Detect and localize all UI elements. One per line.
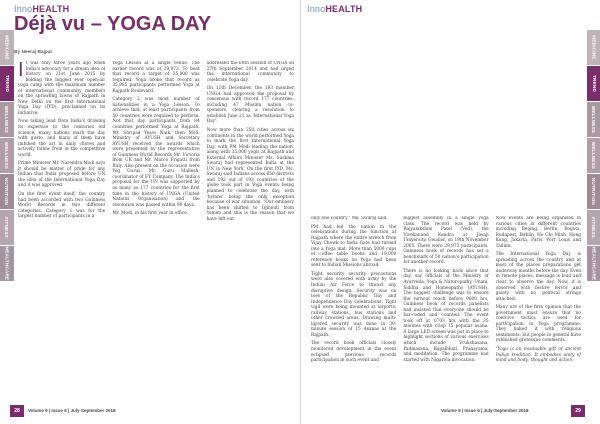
paragraph [496, 216, 581, 249]
paragraph-text: The International Yoga Day is spreading across the country and at most of the places preparations get underway months before the day. Even in remote places, message is loud and clear to observe the day. Now, it is observed with festive fervor and gaiety with no political strings attached. [495, 252, 581, 302]
section-tab-label: WELLNESS [591, 141, 597, 170]
paragraph [403, 216, 488, 266]
right-columns [311, 216, 581, 406]
paragraph [403, 269, 488, 363]
paragraph [207, 61, 294, 83]
section-tab-wellness [0, 138, 14, 173]
paragraph-text: biggest assembly in a single yoga class. The record was held by Rajyalakshmi Patel (Ved), the Vivekanand Kendra at Jiwaji University, Gwalior, on 19th November 2005. There were 29,973 participants. Guinness book of records has set a benchmark of 50 nation's participation for another record. [403, 216, 489, 266]
section-tab-label: MEDICINE [591, 35, 597, 60]
section-tab-label: NUTRITION [591, 177, 597, 206]
section-tab-wellness [587, 138, 600, 173]
brand-part1: Inno [14, 4, 33, 14]
section-tab-label: TREND [591, 75, 597, 92]
paragraph [112, 211, 199, 217]
paragraph [311, 216, 396, 222]
paragraph-text: The record book officials closely monitored development in the event eclipsed previous records participation in such event and [311, 341, 397, 364]
pull-quote: "Yoga is an invaluable gift of ancient Indian tradition. It embodies unity of mind and body; thought and action; [495, 347, 581, 364]
article-title: Déjà vu – YOGA DAY [14, 13, 212, 35]
article-byline: By Neeraj Bajpai [14, 50, 52, 55]
paragraph [18, 192, 105, 220]
paragraph-text: Now events are being organised in various cities in different countries including Beijing, Berlin, Bogota, Budapest, Dublin, Ho Chi Minh, Hong Kong, Jakarta, Paris, Port Louis and Tallinn. [495, 216, 581, 249]
section-tab-label: FITNESS [4, 216, 10, 239]
paragraph-text: Yoga Lesson at a single venue. The earlier record was of 29,973. To beat that record a target of 35,000 was required. Yoga broke that record as 35,985 participants performed Yoga at Rajpath Boulevard. [112, 61, 200, 94]
paragraph [207, 128, 294, 222]
left-column-2 [112, 61, 199, 401]
paragraph [18, 161, 105, 189]
paragraph-text: Now more than 250 cities across six continents in the world performed Yoga to mark the first International Yoga Day, with PM Modi leading the nation, along with 35,000 yogis at Rajpath and External Affairs Minister Ms. Sushma Swaraj had represented India at the UN in New York. On the first IYD, Ms. Swaraj said Indians across 650 districts and 192 out of 193 countries of the globe took part in Yoga events being planned to celebrate the day, with 'hymns' being the only exception because of war situation. "Our embassy has been shifted to Djibouti from Yemen and this is the reason that we have left out [206, 128, 294, 222]
paragraph-text: There is no looking back since that day, say officials of the Ministry of Ayurveda, Yoga & Naturopathy, Unani, Siddha and Homeopathy (AYUSH). The biggest challenge was to ensure the turnout reach before 0600 hrs, Guinness book of records panelists had insisted that everyone should be bar-coded and counted. The event took off at 0703 hrs with the 35 minutes with crisp 15 popular asana. A large LED screen was put in place to highlight sections of various exercises which include Vrukshasana, Padmasana, Kapalbhati, Pranayama, and meditation. The programme had started with Nigarola invocation. [403, 268, 489, 363]
paragraph [311, 341, 396, 363]
section-tab-medicine [587, 30, 600, 65]
paragraph-text: PM had led the nation in the celebrations during the function at Rajpath where the entire stretch from Vijay Chowk to India Gate had turned into a Yoga mat. More than 5000 cups of coffee table books and 19,000 reference books on Yoga had been sent to Indian Missions abroad. [311, 224, 397, 269]
right-column-1 [311, 216, 396, 406]
right-page [300, 0, 600, 424]
paragraph [311, 272, 396, 339]
paragraph-text: Prime Minister Mr. Narendra Modi says it should be matter of pride for any Indian that India proposed before UN the idea of the International Yoga Day and it was approved. [18, 161, 106, 189]
left-columns [18, 61, 294, 401]
left-footer [0, 405, 300, 419]
paragraph-text: Now taking lead from India's drawing its expertise to the centuries old science, many nations mark the day with gusto, and many of them have imbibed the art in daily chores and actively follow from in the competitive world. [18, 119, 106, 158]
section-tab-wellness [0, 102, 14, 137]
paragraph [18, 61, 105, 116]
paragraph-text: Many are of the firm opinion that the government must ensure that no coercive tactics are used for participation in Yoga programme. They linked it with religious sentiments, but people in general have rubbished grotesque comments. [495, 305, 581, 344]
section-tab-medicine [0, 30, 14, 65]
right-column-3 [496, 216, 581, 406]
paragraph [207, 86, 294, 125]
paragraph-text: Tight security security precautions were also covered with army by the Indian Air Force to thwart any disruptive design. Security was on toes of the Republic Day and Independence Day celebrations. Tight vigil were being mounted at airports, railway stations, bus stations and other crowded areas. Drawing multi-layered security was done in 30-minute session of 15 Asanas at the Rajpath. [311, 271, 397, 338]
paragraph [18, 119, 105, 158]
paragraph [496, 305, 581, 344]
brand-part2: HEALTH [325, 4, 363, 14]
section-tab-nutrition [587, 174, 600, 209]
paragraph-text: Category 2 was most number of nationalities in a Yoga Lesson. To achieve that, at least participants from 50 countries were required to perform. Not that day participants from 84 countries performed Yoga at Rajpath. Mr. Shripad Yesso Naik, then MoS, Ministry of AYUSH and Secretary AYUSH received the awards which were presented by the representative of Guinness World Records Mr. Victoria from UK and Mr. Marco Frigatti from Italy. Also present on the occasion were Yog Gurus, Mr. Guru Mallesh, coordinator of EY Company. The India's proposal for the UN was supported by as many as 177 countries for the first time in the history of UNGA (United Nations Organisation) and the resolution was passed within 90 days. [112, 97, 200, 208]
section-tab-healthcare [587, 246, 600, 281]
section-tab-label: TREND [4, 75, 10, 92]
paragraph-text: On the first event itself, the country had been accorded with two Guinness World Records in two different categories. Category 1 was for the largest number of participants in a [18, 192, 106, 220]
brand-logo-right [307, 4, 362, 14]
paragraph-text: addressed the 69th session of UNGA on 27th September 2014 and had urged the international community to celebrate Yoga day. [206, 61, 294, 83]
paragraph-text: only one country," Ms. Swaraj said. [311, 216, 388, 221]
paragraph [112, 97, 199, 208]
right-column-2 [403, 216, 488, 406]
section-tab-fitness [0, 210, 14, 245]
left-issue-info: Volume 9 | Issue 6 | July-September 2018 [28, 408, 116, 413]
left-column-3 [207, 61, 294, 401]
drop-cap: I [18, 61, 24, 81]
brand-part2: HEALTH [32, 4, 70, 14]
section-tab-label: NUTRITION [4, 177, 10, 206]
paragraph-text: On 11th December, the 193 member UNGA had approved the proposal by consensus with record 177 countries, including 47 Muslim nation co-sponsors, clearing a resolution to establish June 21 as 'International Yoga Day'. [206, 86, 294, 125]
section-tab-label: FITNESS [591, 216, 597, 239]
brand-part1: Inno [307, 4, 326, 14]
section-tab-label: WELLNESS [591, 105, 597, 134]
section-tab-label: WELLNESS [4, 141, 10, 170]
section-tab-nutrition [0, 174, 14, 209]
left-page-number: 28 [10, 405, 24, 417]
paragraph [311, 225, 396, 269]
left-section-tabs [0, 30, 14, 282]
section-tab-trend [587, 66, 600, 101]
section-tab-trend [0, 66, 14, 101]
section-tab-healthcare [0, 246, 14, 281]
right-issue-info: Volume 9 | Issue 6 | July-September 2018 [441, 408, 529, 413]
section-tab-fitness [587, 210, 600, 245]
section-tab-label: MEDICINE [4, 35, 10, 60]
paragraph-text: Mr. Modi, in his first year in office, [112, 211, 189, 217]
paragraph-text: t was only three years ago when India's advocacy for a dream idea of history on 21st June 2015 by holding the biggest ever open-air yoga camp with the maximum number of international community members on the sprawling lawns of Rajpath in New Delhi on the first International Yoga Day (IYD), proclaimed on its initiative. [18, 61, 106, 116]
section-tab-label: WELLNESS [4, 105, 10, 134]
paragraph [496, 252, 581, 302]
section-tab-label: HEALTHCARE [4, 246, 10, 281]
left-column-1 [18, 61, 105, 401]
right-page-number: 29 [571, 405, 585, 417]
paragraph [112, 61, 199, 94]
right-section-tabs [587, 30, 600, 282]
section-tab-wellness [587, 102, 600, 137]
right-footer [301, 405, 600, 419]
section-tab-label: HEALTHCARE [591, 246, 597, 281]
